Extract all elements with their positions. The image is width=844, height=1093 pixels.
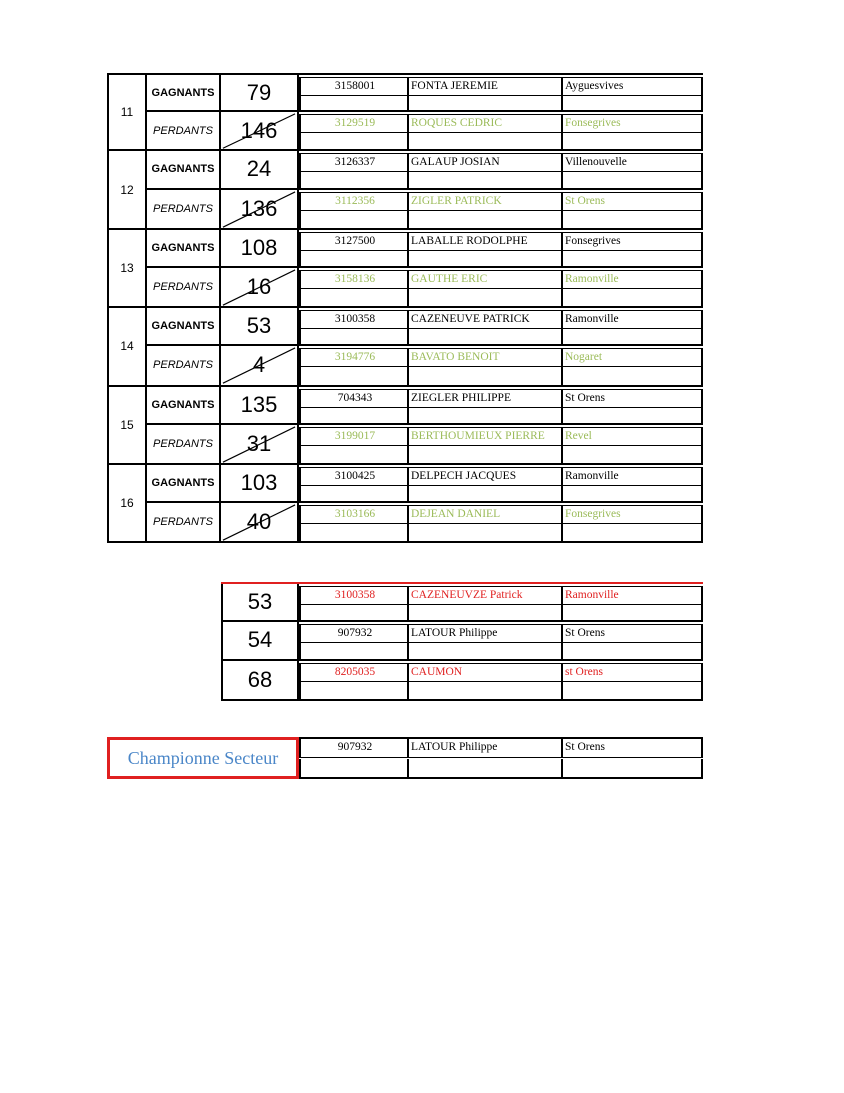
winner-score: 79	[221, 75, 299, 110]
match-block	[107, 465, 703, 543]
loser-info	[299, 346, 703, 384]
final-name: CAZENEUVZE Patrick	[409, 587, 563, 604]
loser-club: Ramonville	[565, 272, 619, 285]
winner-club: Villenouvelle	[565, 156, 627, 169]
blank-cell	[563, 682, 701, 699]
blank-cell	[409, 524, 563, 541]
winner-club: St Orens	[565, 391, 605, 404]
loser-info	[299, 112, 703, 149]
winners-label: GAGNANTS	[147, 230, 221, 266]
loser-player-row	[299, 270, 703, 289]
champion-player-row	[299, 739, 703, 758]
blank-cell	[563, 251, 701, 266]
loser-license: 3103166	[301, 506, 409, 523]
loser-blank-row	[299, 446, 703, 463]
blank-cell	[409, 682, 563, 699]
blank-cell	[301, 367, 409, 384]
match-number: 15	[107, 387, 147, 463]
loser-score-value: 40	[246, 509, 272, 535]
winners-label: GAGNANTS	[147, 151, 221, 187]
loser-player-row	[299, 114, 703, 133]
strike-slash	[221, 346, 297, 384]
final-club: st Orens	[565, 666, 604, 678]
blank-cell	[301, 133, 409, 149]
winner-name: LABALLE RODOLPHE	[409, 233, 563, 250]
losers-label: PERDANTS	[147, 190, 221, 228]
winners-row	[147, 75, 703, 112]
winner-blank-row	[299, 329, 703, 344]
final-blank-row	[299, 643, 703, 660]
winner-score: 108	[221, 230, 299, 266]
blank-cell	[301, 643, 409, 660]
blank-cell	[409, 96, 563, 110]
loser-score	[221, 190, 299, 228]
blank-cell	[409, 172, 563, 187]
loser-score-value: 4	[252, 352, 266, 378]
loser-club: Fonsegrives	[565, 508, 621, 521]
loser-score-value: 146	[240, 117, 278, 143]
strike-slash	[221, 425, 297, 463]
match-number: 11	[107, 75, 147, 149]
loser-score	[221, 425, 299, 463]
final-player-row	[299, 663, 703, 682]
champion-name: LATOUR Philippe	[409, 739, 563, 757]
winner-name: DELPECH JACQUES	[409, 468, 563, 485]
loser-player-row	[299, 348, 703, 367]
champion-license: 907932	[301, 739, 409, 757]
winners-row	[147, 151, 703, 189]
losers-row	[147, 190, 703, 228]
blank-cell	[409, 446, 563, 463]
blank-cell	[409, 605, 563, 620]
blank-cell	[409, 133, 563, 149]
final-blank-row	[299, 682, 703, 699]
blank-cell	[563, 133, 701, 149]
loser-club: St Orens	[565, 194, 605, 207]
winner-info	[299, 387, 703, 423]
winners-label: GAGNANTS	[147, 465, 221, 501]
loser-name: ZIGLER PATRICK	[409, 193, 563, 210]
final-player-row	[299, 624, 703, 643]
loser-name: ROQUES CEDRIC	[409, 115, 563, 132]
final-name: CAUMON	[409, 664, 563, 681]
winner-blank-row	[299, 251, 703, 266]
blank-cell	[563, 486, 701, 501]
blank-cell	[563, 211, 701, 228]
blank-cell	[301, 329, 409, 344]
blank-cell	[301, 446, 409, 463]
blank-cell	[409, 367, 563, 384]
match-number: 12	[107, 151, 147, 227]
blank-cell	[301, 524, 409, 541]
loser-info	[299, 190, 703, 228]
losers-row	[147, 503, 703, 541]
final-player-row	[299, 586, 703, 605]
winners-row	[147, 387, 703, 425]
loser-club: Nogaret	[565, 351, 603, 364]
champion-title: Championne Secteur	[107, 737, 299, 779]
winner-blank-row	[299, 96, 703, 110]
losers-row	[147, 425, 703, 463]
final-name: LATOUR Philippe	[409, 625, 563, 642]
loser-blank-row	[299, 133, 703, 149]
winner-license: 3158001	[301, 78, 409, 95]
losers-row	[147, 346, 703, 384]
match-block	[107, 308, 703, 386]
losers-label: PERDANTS	[147, 268, 221, 306]
loser-club: Revel	[565, 429, 592, 442]
loser-blank-row	[299, 524, 703, 541]
winners-row	[147, 230, 703, 268]
winner-name: CAZENEUVE PATRICK	[409, 311, 563, 328]
winner-name: ZIEGLER PHILIPPE	[409, 390, 563, 407]
loser-info	[299, 503, 703, 541]
final-round-row	[221, 661, 703, 701]
loser-score-value: 31	[246, 430, 272, 456]
loser-license: 3129519	[301, 115, 409, 132]
losers-label: PERDANTS	[147, 112, 221, 149]
blank-cell	[409, 211, 563, 228]
winner-license: 3100358	[301, 311, 409, 328]
blank-cell	[301, 486, 409, 501]
losers-row	[147, 112, 703, 149]
winner-player-row	[299, 77, 703, 96]
winner-player-row	[299, 310, 703, 329]
match-number: 16	[107, 465, 147, 541]
final-player-info	[299, 661, 703, 699]
final-license: 907932	[301, 625, 409, 642]
blank-cell	[301, 251, 409, 266]
blank-cell	[563, 329, 701, 344]
winner-score: 135	[221, 387, 299, 423]
blank-cell	[563, 605, 701, 620]
match-block	[107, 230, 703, 308]
loser-license: 3112356	[301, 193, 409, 210]
loser-score-value: 136	[240, 195, 278, 221]
winner-name: GALAUP JOSIAN	[409, 154, 563, 171]
blank-cell	[301, 605, 409, 620]
loser-blank-row	[299, 211, 703, 228]
blank-cell	[301, 96, 409, 110]
strike-slash	[221, 268, 297, 306]
strike-slash	[221, 190, 297, 228]
final-license: 8205035	[301, 664, 409, 681]
losers-label: PERDANTS	[147, 503, 221, 541]
match-number: 13	[107, 230, 147, 306]
blank-cell	[301, 211, 409, 228]
final-player-info	[299, 622, 703, 660]
winner-score: 103	[221, 465, 299, 501]
loser-name: DEJEAN DANIEL	[409, 506, 563, 523]
loser-player-row	[299, 505, 703, 524]
winners-label: GAGNANTS	[147, 75, 221, 110]
winner-score: 24	[221, 151, 299, 187]
winner-player-row	[299, 467, 703, 486]
loser-license: 3158136	[301, 271, 409, 288]
final-round-row	[221, 582, 703, 622]
strike-slash	[221, 112, 297, 149]
winner-info	[299, 151, 703, 187]
loser-player-row	[299, 427, 703, 446]
winner-license: 3126337	[301, 154, 409, 171]
losers-row	[147, 268, 703, 306]
final-club: St Orens	[565, 626, 605, 639]
winner-blank-row	[299, 172, 703, 187]
loser-info	[299, 268, 703, 306]
blank-cell	[301, 172, 409, 187]
loser-license: 3194776	[301, 349, 409, 366]
winner-club: Fonsegrives	[565, 234, 621, 247]
loser-score-value: 16	[246, 274, 272, 300]
winner-license: 3127500	[301, 233, 409, 250]
blank-cell	[563, 408, 701, 423]
winners-label: GAGNANTS	[147, 387, 221, 423]
final-club: Ramonville	[565, 589, 619, 601]
match-block	[107, 73, 703, 151]
loser-score	[221, 112, 299, 149]
loser-club: Fonsegrives	[565, 117, 621, 130]
loser-score	[221, 268, 299, 306]
loser-blank-row	[299, 289, 703, 306]
winner-club: Ramonville	[565, 313, 619, 326]
match-number: 14	[107, 308, 147, 384]
champion-section	[107, 737, 703, 779]
blank-cell	[563, 759, 701, 777]
blank-cell	[409, 759, 563, 777]
losers-label: PERDANTS	[147, 346, 221, 384]
winner-club: Ramonville	[565, 469, 619, 482]
blank-cell	[563, 96, 701, 110]
champion-club: St Orens	[565, 741, 605, 753]
winner-player-row	[299, 153, 703, 172]
losers-label: PERDANTS	[147, 425, 221, 463]
blank-cell	[563, 524, 701, 541]
champion-info	[299, 737, 703, 779]
loser-name: GAUTHE ERIC	[409, 271, 563, 288]
final-score: 53	[221, 584, 299, 620]
strike-slash	[221, 503, 297, 541]
blank-cell	[409, 486, 563, 501]
blank-cell	[409, 643, 563, 660]
winner-player-row	[299, 389, 703, 408]
winner-info	[299, 230, 703, 266]
final-player-info	[299, 584, 703, 620]
blank-cell	[409, 289, 563, 306]
loser-player-row	[299, 192, 703, 211]
blank-cell	[409, 251, 563, 266]
winners-row	[147, 465, 703, 503]
blank-cell	[563, 643, 701, 660]
winners-row	[147, 308, 703, 346]
loser-score	[221, 503, 299, 541]
matches-table	[107, 73, 703, 543]
final-score: 54	[221, 622, 299, 660]
blank-cell	[301, 289, 409, 306]
loser-name: BAVATO BENOIT	[409, 349, 563, 366]
loser-info	[299, 425, 703, 463]
loser-license: 3199017	[301, 428, 409, 445]
winner-name: FONTA JEREMIE	[409, 78, 563, 95]
winner-blank-row	[299, 486, 703, 501]
champion-blank-row	[299, 759, 703, 777]
blank-cell	[409, 408, 563, 423]
final-blank-row	[299, 605, 703, 620]
final-license: 3100358	[301, 587, 409, 604]
match-block	[107, 387, 703, 465]
blank-cell	[563, 172, 701, 187]
blank-cell	[409, 329, 563, 344]
loser-name: BERTHOUMIEUX PIERRE	[409, 428, 563, 445]
winner-blank-row	[299, 408, 703, 423]
winner-license: 3100425	[301, 468, 409, 485]
winner-info	[299, 308, 703, 344]
final-score: 68	[221, 661, 299, 699]
loser-score	[221, 346, 299, 384]
blank-cell	[301, 682, 409, 699]
blank-cell	[563, 446, 701, 463]
blank-cell	[301, 408, 409, 423]
winners-label: GAGNANTS	[147, 308, 221, 344]
blank-cell	[563, 367, 701, 384]
winner-info	[299, 465, 703, 501]
blank-cell	[563, 289, 701, 306]
winner-score: 53	[221, 308, 299, 344]
final-round-row	[221, 622, 703, 662]
winner-player-row	[299, 232, 703, 251]
final-round-table	[221, 582, 703, 701]
match-block	[107, 151, 703, 229]
winner-club: Ayguesvives	[565, 80, 624, 92]
winner-license: 704343	[301, 390, 409, 407]
loser-blank-row	[299, 367, 703, 384]
blank-cell	[301, 759, 409, 777]
winner-info	[299, 75, 703, 110]
